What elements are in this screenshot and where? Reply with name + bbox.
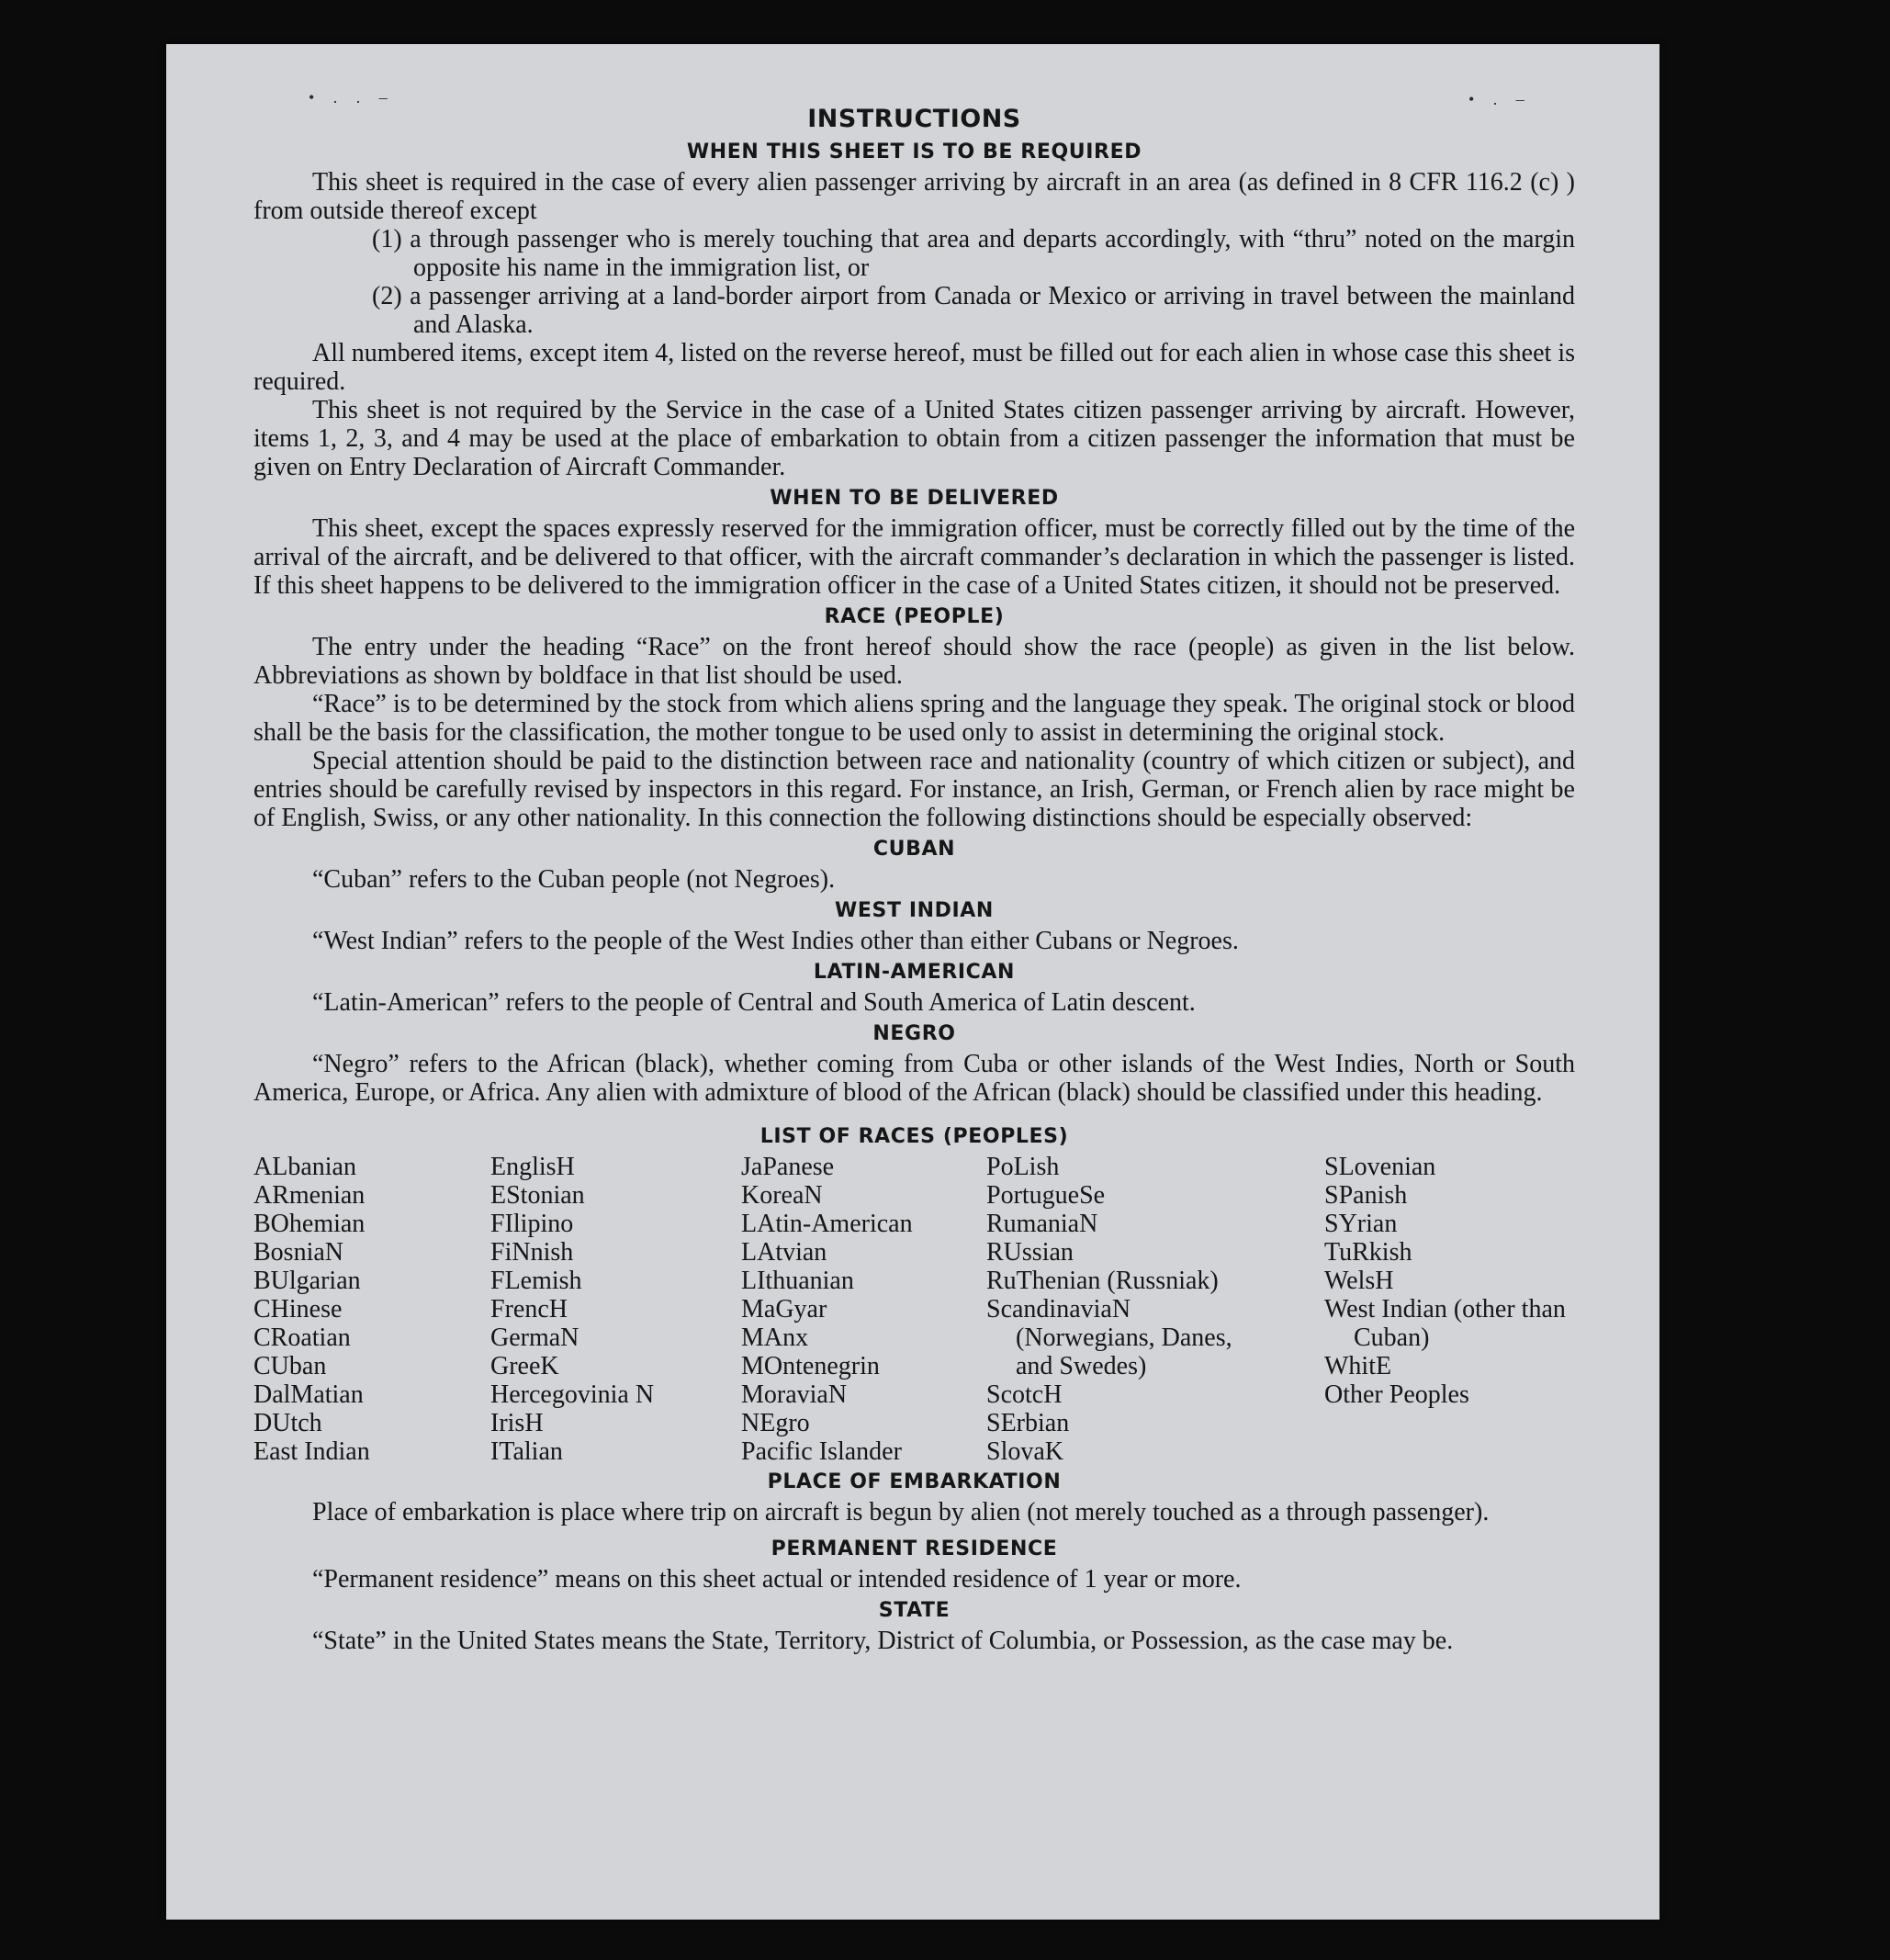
when-required-item-1: (1) a through passenger who is merely touching that area and departs accordingly, with “thru” noted on the margin opposite his name in the immigration list, or [372,225,1575,282]
races-column-5 [1324,1153,1577,1409]
residence-paragraph: “Permanent residence” means on this sheet actual or intended residence of 1 year or more. [312,1565,1242,1594]
race-list-item: FrencH [490,1295,568,1324]
race-list-item: EStonian [490,1181,585,1210]
races-column-3 [741,1153,913,1466]
heading-permanent-residence: PERMANENT RESIDENCE [771,1538,1058,1560]
race-list-item: BosniaN [253,1238,343,1267]
cuban-paragraph: “Cuban” refers to the Cuban people (not Negroes). [312,865,836,894]
race-list-item: West Indian (other than Cuban) [1324,1295,1566,1352]
race-list-item: KoreaN [741,1181,823,1210]
race-list-item: SLovenian [1324,1153,1436,1181]
race-list-item: Other Peoples [1324,1380,1469,1409]
race-list-item: LAtvian [741,1238,827,1267]
latin-american-paragraph: “Latin-American” refers to the people of Central and South America of Latin descent. [312,988,1196,1017]
heading-west-indian: WEST INDIAN [835,899,994,922]
when-required-paragraph-2: All numbered items, except item 4, listed on the reverse hereof, must be filled out for each alien in whose case this sheet is required. [253,339,1575,396]
race-list-item: MaGyar [741,1295,827,1324]
race-list-item: MAnx [741,1324,809,1352]
race-list-item: BOhemian [253,1210,366,1238]
race-list-item: BUlgarian [253,1267,361,1295]
race-list-item: GermaN [490,1324,579,1352]
race-list-item: WelsH [1324,1267,1394,1295]
race-list-item: FLemish [490,1267,582,1295]
race-list-item: LAtin-American [741,1210,913,1238]
race-list-item: TuRkish [1324,1238,1412,1267]
race-list-item: RUssian [986,1238,1074,1267]
race-list-item: Pacific Islander [741,1437,902,1466]
race-list-item: RumaniaN [986,1210,1098,1238]
race-list-item: GreeK [490,1352,559,1380]
race-list-item: ScotcH [986,1380,1063,1409]
west-indian-paragraph: “West Indian” refers to the people of the West Indies other than either Cubans or Negroes. [312,927,1239,955]
race-list-item: LIthuanian [741,1267,854,1295]
heading-race: RACE (PEOPLE) [824,605,1005,628]
race-list-item: ALbanian [253,1153,356,1181]
race-list-item: PortugueSe [986,1181,1106,1210]
race-list-item: MOntenegrin [741,1352,880,1380]
heading-negro: NEGRO [872,1022,956,1045]
race-list-item: PoLish [986,1153,1060,1181]
races-column-1 [253,1153,370,1466]
embarkation-paragraph: Place of embarkation is place where trip on aircraft is begun by alien (not merely touched as a through passenger). [312,1498,1490,1526]
race-paragraph-3: Special attention should be paid to the distinction between race and nationality (country of which citizen or subject), and entries should be carefully revised by inspectors in this regard. For instance, an Irish, German, or French alien by race might be of English, Swiss, or any other nationality. In this connection the following distinctions should be especially observed: [253,747,1575,832]
sheet-content [253,105,1575,1655]
state-paragraph: “State” in the United States means the State, Territory, District of Columbia, or Possession, as the case may be. [312,1627,1454,1655]
when-required-paragraph-3: This sheet is not required by the Service in the case of a United States citizen passenger arriving by aircraft. However, items 1, 2, 3, and 4 may be used at the place of embarkation to obtain from a citizen passenger the information that must be given on Entry Declaration of Aircraft Commander. [253,396,1575,481]
race-list-item: WhitE [1324,1352,1392,1380]
race-list-item: RuThenian (Russniak) [986,1267,1219,1295]
races-list [253,1153,1575,1465]
race-list-item: CRoatian [253,1324,351,1352]
heading-when-delivered: WHEN TO BE DELIVERED [770,487,1059,510]
race-list-item: East Indian [253,1437,370,1466]
race-list-item: MoraviaN [741,1380,848,1409]
race-list-item: ARmenian [253,1181,366,1210]
page-title: INSTRUCTIONS [807,105,1021,133]
race-list-item: SPanish [1324,1181,1408,1210]
race-list-item: FiNnish [490,1238,574,1267]
race-paragraph-2: “Race” is to be determined by the stock from which aliens spring and the language they speak. The original stock or blood shall be the basis for the classification, the mother tongue to be used only to assist in determining the original stock. [253,690,1575,747]
race-list-item: EnglisH [490,1153,575,1181]
race-list-item: Hercegovinia N [490,1380,655,1409]
race-paragraph-1: The entry under the heading “Race” on the front hereof should show the race (people) as given in the list below. Abbreviations as shown by boldface in that list should be used. [253,633,1575,690]
heading-state: STATE [878,1599,951,1622]
race-list-item: ITalian [490,1437,563,1466]
race-list-item: CHinese [253,1295,343,1324]
heading-cuban: CUBAN [872,838,956,861]
heading-list-of-races: LIST OF RACES (PEOPLES) [759,1125,1069,1148]
race-list-item: ScandinaviaN (Norwegians, Danes, and Swedes) [986,1295,1232,1380]
instruction-sheet [166,44,1659,1920]
races-column-4 [986,1153,1275,1466]
when-required-item-2: (2) a passenger arriving at a land-border airport from Canada or Mexico or arriving in travel between the mainland and Alaska. [372,282,1575,339]
heading-when-required: WHEN THIS SHEET IS TO BE REQUIRED [686,141,1142,163]
negro-paragraph: “Negro” refers to the African (black), whether coming from Cuba or other islands of the West Indies, North or South America, Europe, or Africa. Any alien with admixture of blood of the African (black) should be classified under this heading. [253,1050,1575,1107]
heading-latin-american: LATIN-AMERICAN [813,961,1016,984]
race-list-item: NEgro [741,1409,810,1437]
print-specks-left: • . . ‒ [309,88,395,107]
race-list-item: DalMatian [253,1380,364,1409]
race-list-item: SYrian [1324,1210,1398,1238]
race-list-item: SErbian [986,1409,1070,1437]
race-list-item: DUtch [253,1409,322,1437]
race-list-item: JaPanese [741,1153,835,1181]
race-list-item: FIlipino [490,1210,574,1238]
races-column-2 [490,1153,654,1466]
when-delivered-paragraph: This sheet, except the spaces expressly reserved for the immigration officer, must be correctly filled out by the time of the arrival of the aircraft, and be delivered to that officer, with the aircraft commander’s declaration in which the passenger is listed. If this sheet happens to be delivered to the immigration officer in the case of a United States citizen, it should not be preserved. [253,514,1575,600]
race-list-item: SlovaK [986,1437,1063,1466]
race-list-item: IrisH [490,1409,544,1437]
print-specks-right: • . ‒ [1468,90,1532,108]
when-required-paragraph-1: This sheet is required in the case of every alien passenger arriving by aircraft in an area (as defined in 8 CFR 116.2 (c) ) from outside thereof except [253,168,1575,225]
heading-place-of-embarkation: PLACE OF EMBARKATION [767,1470,1062,1493]
race-list-item: CUban [253,1352,327,1380]
